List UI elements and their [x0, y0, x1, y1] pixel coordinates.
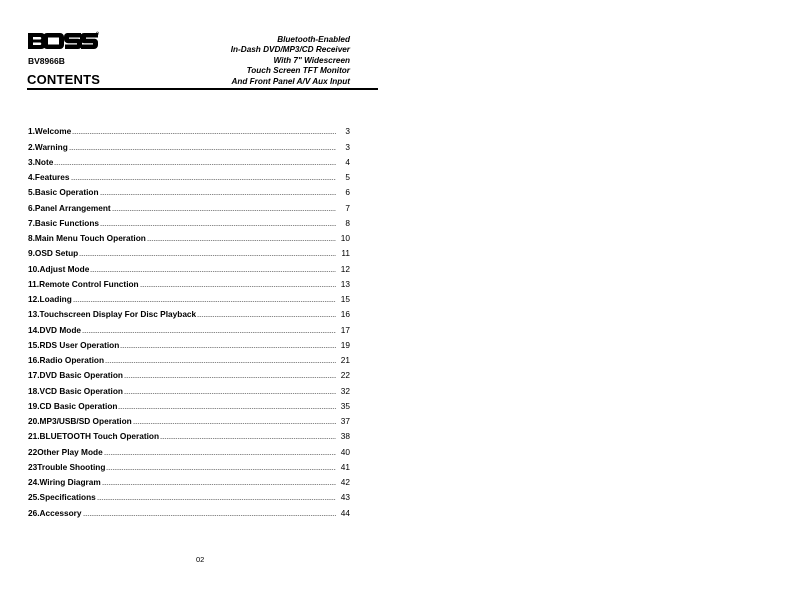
- toc-entry-label: 16.Radio Operation: [28, 355, 105, 365]
- page-number: 02: [196, 555, 205, 564]
- toc-entry-label: 6.Panel Arrangement: [28, 202, 111, 213]
- toc-entry-page: 44: [340, 507, 350, 518]
- header-divider: [27, 88, 378, 90]
- toc-entry[interactable]: [28, 350, 350, 365]
- dot-leader: [105, 362, 336, 363]
- subtitle-line: Bluetooth-Enabled: [277, 35, 350, 44]
- subtitle-line: And Front Panel A/V Aux Input: [231, 76, 350, 86]
- dot-leader: [82, 332, 336, 333]
- toc-entry-page: 8: [345, 217, 350, 228]
- toc-entry-page: 35: [340, 400, 350, 411]
- dot-leader: [118, 408, 336, 409]
- toc-entry-page: 43: [340, 492, 350, 503]
- dot-leader: [102, 484, 336, 485]
- toc-entry-label: 17.DVD Basic Operation: [28, 370, 123, 381]
- toc-entry-label: 25.Specifications: [28, 492, 96, 503]
- toc-entry-label: 9.OSD Setup: [28, 248, 79, 259]
- toc-entry[interactable]: [28, 136, 350, 151]
- toc-entry-label: 8.Main Menu Touch Operation: [28, 233, 146, 243]
- toc-entry-page: 10: [340, 233, 350, 243]
- toc-entry[interactable]: [28, 182, 350, 197]
- toc-entry-label: 19.CD Basic Operation: [28, 400, 118, 411]
- dot-leader: [112, 210, 336, 211]
- toc-entry-label: 24.Wiring Diagram: [28, 477, 101, 487]
- toc-entry[interactable]: [28, 258, 350, 273]
- toc-entry-page: 32: [340, 385, 350, 396]
- toc-entry-label: 2.Warning: [28, 141, 68, 152]
- toc-entry[interactable]: [28, 487, 350, 502]
- toc-entry[interactable]: [28, 197, 350, 212]
- toc-entry-label: 13.Touchscreen Display For Disc Playback: [28, 309, 197, 320]
- toc-entry-page: 5: [345, 172, 350, 182]
- toc-entry[interactable]: [28, 457, 350, 472]
- dot-leader: [71, 179, 336, 180]
- toc-entry[interactable]: [28, 289, 350, 304]
- page-title: CONTENTS: [27, 72, 101, 87]
- toc-entry-label: 7.Basic Functions: [28, 217, 100, 228]
- dot-leader: [120, 347, 336, 348]
- dot-leader: [124, 393, 336, 394]
- dot-leader: [147, 240, 336, 241]
- toc-entry-label: 26.Accessory: [28, 507, 82, 518]
- toc-entry[interactable]: [28, 167, 350, 182]
- dot-leader: [54, 164, 336, 165]
- toc-entry-page: 19: [340, 339, 350, 350]
- toc-entry-page: 16: [340, 309, 350, 320]
- table-of-contents: [28, 121, 350, 518]
- toc-entry-page: 13: [340, 278, 350, 289]
- toc-entry[interactable]: [28, 441, 350, 456]
- toc-entry[interactable]: [28, 472, 350, 487]
- toc-entry[interactable]: [28, 228, 350, 243]
- dot-leader: [73, 301, 336, 302]
- toc-entry-label: 4.Features: [28, 172, 70, 182]
- toc-entry-label: 18.VCD Basic Operation: [28, 385, 123, 396]
- subtitle-line: With 7" Widescreen: [273, 55, 350, 65]
- dot-leader: [97, 499, 336, 500]
- toc-entry-page: 40: [340, 446, 350, 457]
- dot-leader: [106, 469, 336, 470]
- toc-entry[interactable]: [28, 502, 350, 517]
- toc-entry-label: 21.BLUETOOTH Touch Operation: [28, 431, 160, 442]
- toc-entry[interactable]: [28, 396, 350, 411]
- dot-leader: [124, 377, 336, 378]
- subtitle-line: Touch Screen TFT Monitor: [246, 66, 350, 76]
- toc-entry-page: 21: [340, 355, 350, 365]
- toc-entry-page: 7: [345, 202, 350, 213]
- toc-entry[interactable]: [28, 213, 350, 228]
- toc-entry-page: 3: [345, 126, 350, 137]
- dot-leader: [133, 423, 336, 424]
- toc-entry[interactable]: [28, 319, 350, 334]
- toc-entry-page: 15: [340, 294, 350, 304]
- toc-entry[interactable]: [28, 152, 350, 167]
- toc-entry-label: 22Other Play Mode: [28, 446, 103, 457]
- toc-entry[interactable]: [28, 365, 350, 380]
- toc-entry[interactable]: [28, 304, 350, 319]
- toc-entry[interactable]: [28, 274, 350, 289]
- dot-leader: [100, 225, 336, 226]
- toc-entry[interactable]: [28, 121, 350, 136]
- boss-logo: [27, 31, 99, 51]
- toc-entry[interactable]: [28, 380, 350, 395]
- toc-entry-label: 3.Note: [28, 156, 54, 167]
- toc-entry-label: 15.RDS User Operation: [28, 339, 120, 350]
- toc-entry[interactable]: [28, 426, 350, 441]
- toc-entry-page: 6: [345, 187, 350, 198]
- toc-entry-label: 5.Basic Operation: [28, 187, 99, 198]
- dot-leader: [72, 133, 336, 134]
- dot-leader: [100, 194, 336, 195]
- toc-entry-page: 17: [340, 324, 350, 335]
- dot-leader: [69, 149, 336, 150]
- toc-entry-label: 1.Welcome: [28, 126, 72, 137]
- product-subtitle: [231, 35, 350, 87]
- toc-entry-label: 12.Loading: [28, 294, 72, 304]
- toc-entry-page: 38: [340, 431, 350, 442]
- dot-leader: [79, 255, 336, 256]
- toc-entry-page: 41: [340, 461, 350, 472]
- toc-entry-label: 11.Remote Control Function: [28, 278, 139, 289]
- toc-entry-label: 10.Adjust Mode: [28, 263, 90, 274]
- toc-entry-page: 42: [340, 477, 350, 487]
- dot-leader: [90, 271, 336, 272]
- toc-entry-page: 12: [340, 263, 350, 274]
- toc-entry[interactable]: [28, 411, 350, 426]
- toc-entry-page: 11: [341, 248, 350, 259]
- dot-leader: [197, 316, 336, 317]
- subtitle-line: In-Dash DVD/MP3/CD Receiver: [230, 45, 350, 55]
- toc-entry-page: 3: [345, 141, 350, 152]
- toc-entry-label: 23Trouble Shooting: [28, 461, 106, 472]
- toc-entry-label: 14.DVD Mode: [28, 324, 82, 335]
- dot-leader: [140, 286, 336, 287]
- model-number: BV8966B: [28, 56, 65, 66]
- dot-leader: [104, 454, 336, 455]
- toc-entry-page: 22: [340, 370, 350, 381]
- dot-leader: [83, 515, 336, 516]
- toc-entry[interactable]: [28, 243, 350, 258]
- toc-entry-label: 20.MP3/USB/SD Operation: [28, 416, 132, 426]
- dot-leader: [160, 438, 336, 439]
- toc-entry-page: 4: [345, 156, 350, 167]
- toc-entry[interactable]: [28, 335, 350, 350]
- toc-entry-page: 37: [340, 416, 350, 426]
